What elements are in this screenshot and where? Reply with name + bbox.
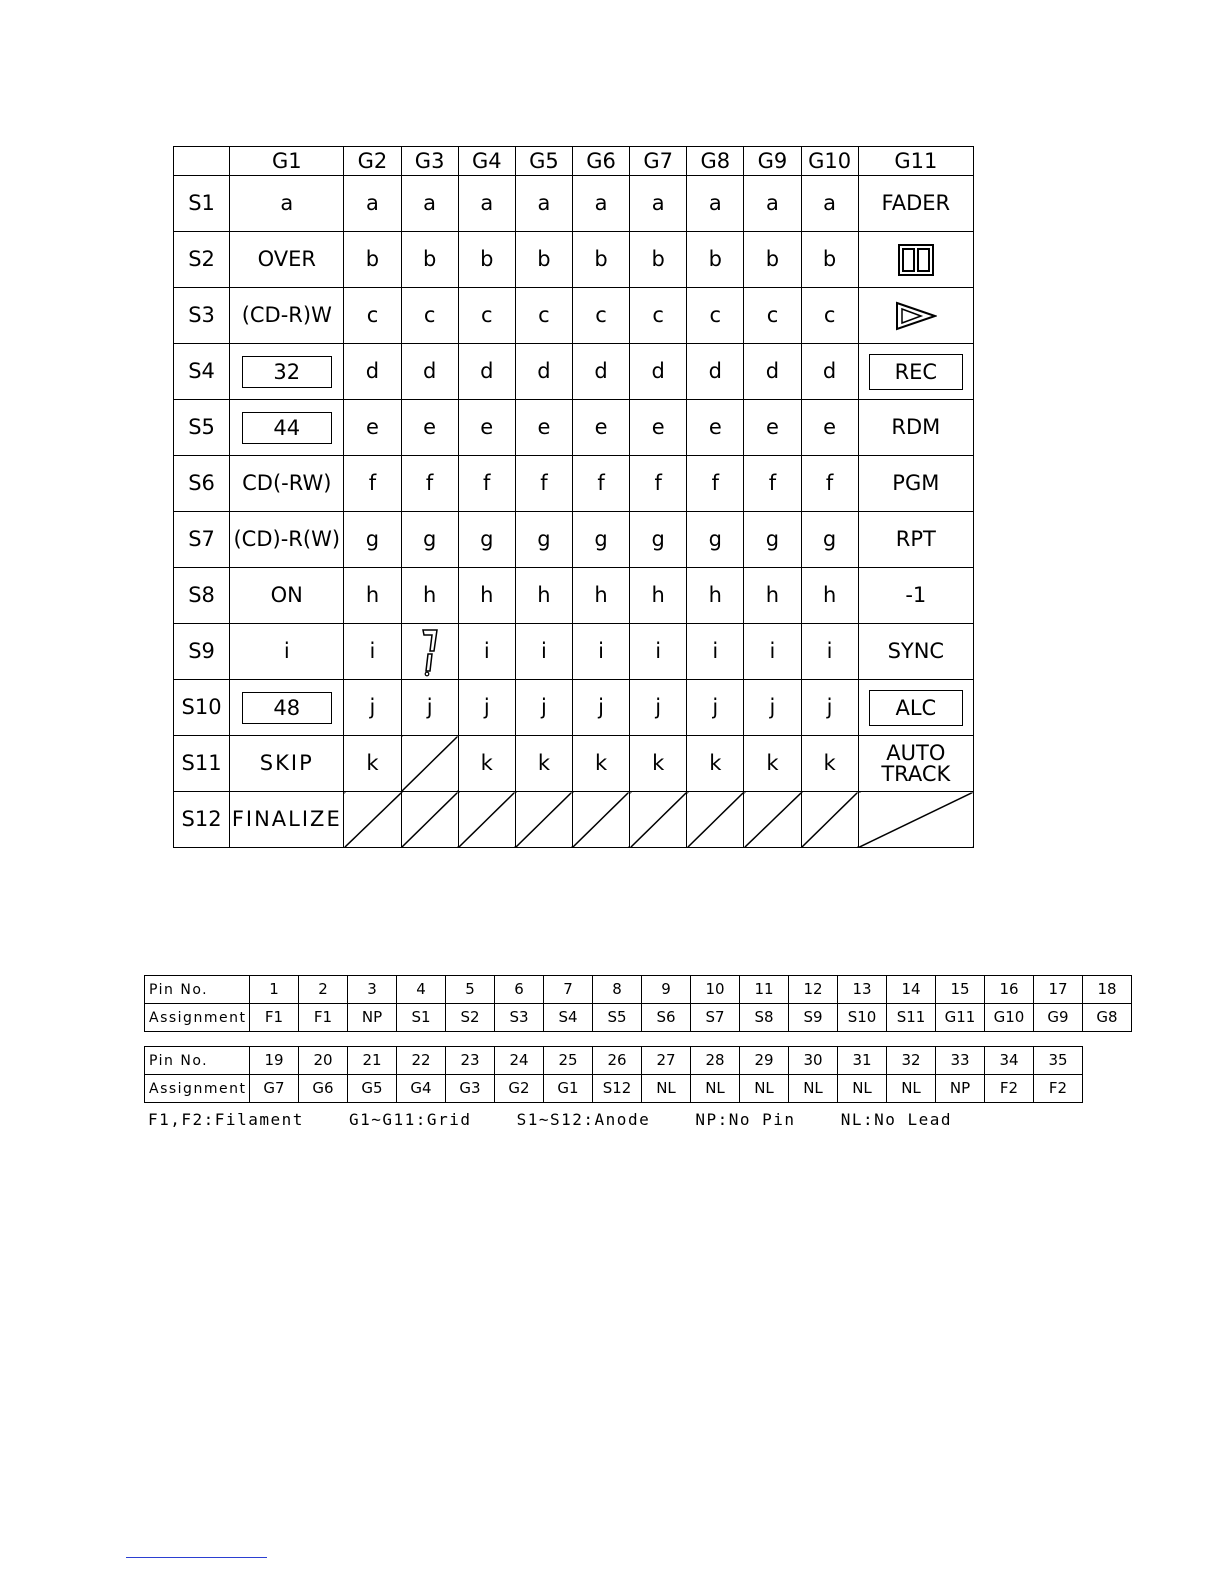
anode-label: S10 bbox=[174, 680, 230, 736]
segment-cell: c bbox=[687, 288, 744, 344]
segment-cell: c bbox=[744, 288, 801, 344]
pin-number: 25 bbox=[544, 1047, 593, 1075]
pin-number: 33 bbox=[936, 1047, 985, 1075]
segment-cell: j bbox=[687, 680, 744, 736]
play-icon bbox=[858, 288, 973, 344]
seven-segment-icon bbox=[401, 624, 458, 680]
pin-assignment: G3 bbox=[446, 1075, 495, 1103]
pin-number: 31 bbox=[838, 1047, 887, 1075]
segment-cell: d bbox=[458, 344, 515, 400]
segment-cell: j bbox=[630, 680, 687, 736]
anode-label: S5 bbox=[174, 400, 230, 456]
segment-cell: a bbox=[344, 176, 401, 232]
pin-assignment: G8 bbox=[1083, 1004, 1132, 1032]
segment-cell: e bbox=[572, 400, 629, 456]
grid-header: G1 bbox=[230, 147, 344, 176]
segment-cell: b bbox=[687, 232, 744, 288]
segment-cell: f bbox=[458, 456, 515, 512]
footer-link-underline bbox=[126, 1557, 267, 1558]
segment-cell: g bbox=[630, 512, 687, 568]
pin-assignment: NL bbox=[838, 1075, 887, 1103]
segment-cell: g bbox=[572, 512, 629, 568]
segment-cell: g bbox=[744, 512, 801, 568]
matrix-header-row bbox=[174, 147, 974, 176]
segment-cell: e bbox=[515, 400, 572, 456]
pin-number: 3 bbox=[348, 976, 397, 1004]
segment-cell: f bbox=[401, 456, 458, 512]
pin-number: 12 bbox=[789, 976, 838, 1004]
pin-number: 9 bbox=[642, 976, 691, 1004]
pin-assignment: S1 bbox=[397, 1004, 446, 1032]
matrix-row bbox=[174, 568, 974, 624]
matrix-row bbox=[174, 792, 974, 848]
segment-cell: b bbox=[515, 232, 572, 288]
segment-cell: a bbox=[572, 176, 629, 232]
segment-cell: b bbox=[401, 232, 458, 288]
empty-cell bbox=[401, 736, 458, 792]
segment-cell: b bbox=[458, 232, 515, 288]
segment-cell: h bbox=[687, 568, 744, 624]
anode-label: S11 bbox=[174, 736, 230, 792]
pin-assignment: G4 bbox=[397, 1075, 446, 1103]
pin-number: 15 bbox=[936, 976, 985, 1004]
anode-label: S1 bbox=[174, 176, 230, 232]
segment-cell: c bbox=[515, 288, 572, 344]
segment-cell: a bbox=[801, 176, 858, 232]
segment-cell: j bbox=[458, 680, 515, 736]
segment-cell: d bbox=[630, 344, 687, 400]
pin-assignment: NP bbox=[348, 1004, 397, 1032]
segment-cell: c bbox=[630, 288, 687, 344]
matrix-row bbox=[174, 680, 974, 736]
segment-cell: e bbox=[401, 400, 458, 456]
segment-cell: i bbox=[687, 624, 744, 680]
segment-cell: a bbox=[687, 176, 744, 232]
pause-icon bbox=[858, 232, 973, 288]
track-label: TRACK bbox=[881, 761, 951, 786]
segment-cell: c bbox=[801, 288, 858, 344]
grid-header: G10 bbox=[801, 147, 858, 176]
segment-cell: c bbox=[572, 288, 629, 344]
pin-assignment: S5 bbox=[593, 1004, 642, 1032]
segment-cell: a bbox=[401, 176, 458, 232]
segment-cell: j bbox=[801, 680, 858, 736]
pin-assignment: NL bbox=[740, 1075, 789, 1103]
segment-cell: a bbox=[744, 176, 801, 232]
auto-label: AUTO bbox=[886, 740, 946, 765]
segment-cell: g bbox=[458, 512, 515, 568]
pin-number: 17 bbox=[1034, 976, 1083, 1004]
segment-cell: d bbox=[801, 344, 858, 400]
pin-assignment: S7 bbox=[691, 1004, 740, 1032]
pin-number: 34 bbox=[985, 1047, 1034, 1075]
segment-cell: d bbox=[401, 344, 458, 400]
segment-cell: f bbox=[515, 456, 572, 512]
pin-assignment: G7 bbox=[250, 1075, 299, 1103]
assignment-label: Assignment bbox=[145, 1075, 250, 1103]
segment-cell: g bbox=[801, 512, 858, 568]
matrix-row bbox=[174, 176, 974, 232]
pin-assignment: F1 bbox=[299, 1004, 348, 1032]
segment-cell: b bbox=[344, 232, 401, 288]
g11-boxed-label: ALC bbox=[869, 690, 963, 726]
pin-number: 27 bbox=[642, 1047, 691, 1075]
pin-number-label: Pin No. bbox=[145, 1047, 250, 1075]
empty-cell bbox=[744, 792, 801, 848]
pin-assignment: S11 bbox=[887, 1004, 936, 1032]
segment-cell: d bbox=[744, 344, 801, 400]
g1-cell bbox=[230, 344, 344, 400]
matrix-row bbox=[174, 344, 974, 400]
pin-number: 26 bbox=[593, 1047, 642, 1075]
segment-cell: b bbox=[744, 232, 801, 288]
g1-cell: ON bbox=[230, 568, 344, 624]
pin-number: 35 bbox=[1034, 1047, 1083, 1075]
matrix-corner bbox=[174, 147, 230, 176]
pin-assignment: NL bbox=[691, 1075, 740, 1103]
anode-label: S4 bbox=[174, 344, 230, 400]
pin-assignment: S3 bbox=[495, 1004, 544, 1032]
segment-cell: i bbox=[744, 624, 801, 680]
segment-cell: e bbox=[630, 400, 687, 456]
pin-assignment: S12 bbox=[593, 1075, 642, 1103]
grid-anode-matrix bbox=[173, 146, 974, 848]
pin-number: 24 bbox=[495, 1047, 544, 1075]
pin-number: 8 bbox=[593, 976, 642, 1004]
pin-assignment: G9 bbox=[1034, 1004, 1083, 1032]
pin-number: 28 bbox=[691, 1047, 740, 1075]
assignment-row bbox=[145, 1075, 1083, 1103]
pin-number: 5 bbox=[446, 976, 495, 1004]
pin-number: 16 bbox=[985, 976, 1034, 1004]
segment-cell: j bbox=[572, 680, 629, 736]
empty-cell bbox=[687, 792, 744, 848]
segment-cell: a bbox=[458, 176, 515, 232]
segment-cell: h bbox=[744, 568, 801, 624]
g11-cell: SYNC bbox=[858, 624, 973, 680]
pin-assignment: F2 bbox=[1034, 1075, 1083, 1103]
segment-cell: k bbox=[515, 736, 572, 792]
pin-assignment: NP bbox=[936, 1075, 985, 1103]
pin-assignment: F1 bbox=[250, 1004, 299, 1032]
g1-cell: i bbox=[230, 624, 344, 680]
segment-cell: j bbox=[344, 680, 401, 736]
pin-number: 2 bbox=[299, 976, 348, 1004]
segment-cell: j bbox=[401, 680, 458, 736]
pin-number: 22 bbox=[397, 1047, 446, 1075]
segment-cell: h bbox=[344, 568, 401, 624]
segment-cell: f bbox=[801, 456, 858, 512]
g1-cell: CD(-RW) bbox=[230, 456, 344, 512]
pin-number: 20 bbox=[299, 1047, 348, 1075]
segment-cell: f bbox=[344, 456, 401, 512]
g11-cell bbox=[858, 680, 973, 736]
play-icon bbox=[895, 301, 937, 331]
segment-cell: i bbox=[630, 624, 687, 680]
segment-cell: d bbox=[515, 344, 572, 400]
empty-cell bbox=[401, 792, 458, 848]
anode-label: S2 bbox=[174, 232, 230, 288]
segment-cell: h bbox=[630, 568, 687, 624]
segment-cell: k bbox=[344, 736, 401, 792]
segment-cell: i bbox=[458, 624, 515, 680]
anode-label: S9 bbox=[174, 624, 230, 680]
pin-number: 4 bbox=[397, 976, 446, 1004]
legend-no-pin: NP:No Pin bbox=[695, 1110, 796, 1129]
pin-assignment: G11 bbox=[936, 1004, 985, 1032]
segment-cell: c bbox=[458, 288, 515, 344]
pin-number: 1 bbox=[250, 976, 299, 1004]
pin-assignment: G6 bbox=[299, 1075, 348, 1103]
empty-cell bbox=[801, 792, 858, 848]
g1-boxed-label: 48 bbox=[242, 692, 332, 724]
assignment-label: Assignment bbox=[145, 1004, 250, 1032]
segment-cell: a bbox=[515, 176, 572, 232]
pin-assignment: S2 bbox=[446, 1004, 495, 1032]
g11-cell: RPT bbox=[858, 512, 973, 568]
pin-number: 14 bbox=[887, 976, 936, 1004]
segment-cell: g bbox=[344, 512, 401, 568]
matrix-row bbox=[174, 288, 974, 344]
g1-cell bbox=[230, 400, 344, 456]
grid-header: G3 bbox=[401, 147, 458, 176]
segment-cell: k bbox=[458, 736, 515, 792]
pin-number: 30 bbox=[789, 1047, 838, 1075]
anode-label: S7 bbox=[174, 512, 230, 568]
segment-cell: b bbox=[801, 232, 858, 288]
matrix-row bbox=[174, 512, 974, 568]
pin-assignment: NL bbox=[789, 1075, 838, 1103]
pin-assignment: S9 bbox=[789, 1004, 838, 1032]
grid-header: G5 bbox=[515, 147, 572, 176]
assignment-row bbox=[145, 1004, 1132, 1032]
segment-cell: h bbox=[572, 568, 629, 624]
legend-grid: G1~G11:Grid bbox=[349, 1110, 472, 1129]
segment-cell: d bbox=[344, 344, 401, 400]
segment-cell: j bbox=[744, 680, 801, 736]
pin-number: 32 bbox=[887, 1047, 936, 1075]
pin-number: 23 bbox=[446, 1047, 495, 1075]
segment-cell: h bbox=[458, 568, 515, 624]
segment-cell: h bbox=[801, 568, 858, 624]
empty-cell bbox=[858, 792, 973, 848]
pause-icon bbox=[898, 244, 934, 276]
empty-cell bbox=[572, 792, 629, 848]
pin-assignment: NL bbox=[887, 1075, 936, 1103]
pin-number: 11 bbox=[740, 976, 789, 1004]
matrix-row bbox=[174, 456, 974, 512]
segment-cell: i bbox=[801, 624, 858, 680]
segment-cell: a bbox=[630, 176, 687, 232]
pin-number: 13 bbox=[838, 976, 887, 1004]
g11-cell: FADER bbox=[858, 176, 973, 232]
pin-number: 10 bbox=[691, 976, 740, 1004]
segment-cell: b bbox=[630, 232, 687, 288]
g11-cell: -1 bbox=[858, 568, 973, 624]
segment-cell: f bbox=[744, 456, 801, 512]
segment-cell: e bbox=[687, 400, 744, 456]
pin-assignment: S10 bbox=[838, 1004, 887, 1032]
pin-assignment: G5 bbox=[348, 1075, 397, 1103]
g1-cell: FINALIZE bbox=[230, 792, 344, 848]
pin-assignment: G2 bbox=[495, 1075, 544, 1103]
segment-cell: e bbox=[801, 400, 858, 456]
g1-boxed-label: 32 bbox=[242, 356, 332, 388]
seven-segment-icon bbox=[419, 627, 441, 677]
g11-cell bbox=[858, 344, 973, 400]
empty-cell bbox=[458, 792, 515, 848]
anode-label: S8 bbox=[174, 568, 230, 624]
pin-assignment-table-1 bbox=[144, 975, 1132, 1032]
segment-cell: j bbox=[515, 680, 572, 736]
pin-number-row bbox=[145, 976, 1132, 1004]
legend-filament: F1,F2:Filament bbox=[148, 1110, 304, 1129]
g1-boxed-label: 44 bbox=[242, 412, 332, 444]
g1-cell bbox=[230, 680, 344, 736]
segment-cell: f bbox=[630, 456, 687, 512]
segment-cell: f bbox=[687, 456, 744, 512]
g11-boxed-label: REC bbox=[869, 354, 963, 390]
pin-assignment: NL bbox=[642, 1075, 691, 1103]
empty-cell bbox=[630, 792, 687, 848]
empty-cell bbox=[344, 792, 401, 848]
pin-assignment: G1 bbox=[544, 1075, 593, 1103]
segment-cell: k bbox=[630, 736, 687, 792]
g1-cell: SKIP bbox=[230, 736, 344, 792]
segment-cell: h bbox=[401, 568, 458, 624]
segment-cell: g bbox=[515, 512, 572, 568]
grid-header: G9 bbox=[744, 147, 801, 176]
matrix-row bbox=[174, 232, 974, 288]
pin-number: 21 bbox=[348, 1047, 397, 1075]
segment-cell: b bbox=[572, 232, 629, 288]
matrix-row bbox=[174, 624, 974, 680]
pin-assignment-table-2 bbox=[144, 1046, 1083, 1103]
segment-cell: g bbox=[687, 512, 744, 568]
segment-cell: c bbox=[344, 288, 401, 344]
segment-cell: k bbox=[687, 736, 744, 792]
pin-number-label: Pin No. bbox=[145, 976, 250, 1004]
segment-cell: k bbox=[572, 736, 629, 792]
legend-anode: S1~S12:Anode bbox=[516, 1110, 651, 1129]
pin-assignment: S4 bbox=[544, 1004, 593, 1032]
legend-no-lead: NL:No Lead bbox=[840, 1110, 953, 1129]
segment-cell: i bbox=[572, 624, 629, 680]
auto-track-label bbox=[858, 736, 973, 792]
pin-assignment: S8 bbox=[740, 1004, 789, 1032]
g1-cell: a bbox=[230, 176, 344, 232]
g11-cell: RDM bbox=[858, 400, 973, 456]
pin-number: 7 bbox=[544, 976, 593, 1004]
g11-cell: PGM bbox=[858, 456, 973, 512]
anode-label: S3 bbox=[174, 288, 230, 344]
pin-assignment: S6 bbox=[642, 1004, 691, 1032]
segment-cell: h bbox=[515, 568, 572, 624]
anode-label: S6 bbox=[174, 456, 230, 512]
grid-header: G11 bbox=[858, 147, 973, 176]
pin-assignment: G10 bbox=[985, 1004, 1034, 1032]
grid-header: G4 bbox=[458, 147, 515, 176]
grid-header: G6 bbox=[572, 147, 629, 176]
pin-number: 18 bbox=[1083, 976, 1132, 1004]
g1-cell: (CD-R)W bbox=[230, 288, 344, 344]
segment-cell: i bbox=[515, 624, 572, 680]
segment-cell: f bbox=[572, 456, 629, 512]
legend bbox=[148, 1110, 986, 1129]
pin-number: 19 bbox=[250, 1047, 299, 1075]
segment-cell: d bbox=[572, 344, 629, 400]
segment-cell: e bbox=[344, 400, 401, 456]
pin-number: 6 bbox=[495, 976, 544, 1004]
matrix-row bbox=[174, 400, 974, 456]
segment-cell: i bbox=[344, 624, 401, 680]
grid-header: G7 bbox=[630, 147, 687, 176]
grid-header: G8 bbox=[687, 147, 744, 176]
matrix-row bbox=[174, 736, 974, 792]
segment-cell: g bbox=[401, 512, 458, 568]
segment-cell: e bbox=[458, 400, 515, 456]
segment-cell: k bbox=[744, 736, 801, 792]
pin-number: 29 bbox=[740, 1047, 789, 1075]
empty-cell bbox=[515, 792, 572, 848]
grid-header: G2 bbox=[344, 147, 401, 176]
pin-assignment: F2 bbox=[985, 1075, 1034, 1103]
segment-cell: d bbox=[687, 344, 744, 400]
segment-cell: e bbox=[744, 400, 801, 456]
segment-cell: c bbox=[401, 288, 458, 344]
pin-number-row bbox=[145, 1047, 1083, 1075]
segment-cell: k bbox=[801, 736, 858, 792]
g1-cell: (CD)-R(W) bbox=[230, 512, 344, 568]
g1-cell: OVER bbox=[230, 232, 344, 288]
anode-label: S12 bbox=[174, 792, 230, 848]
